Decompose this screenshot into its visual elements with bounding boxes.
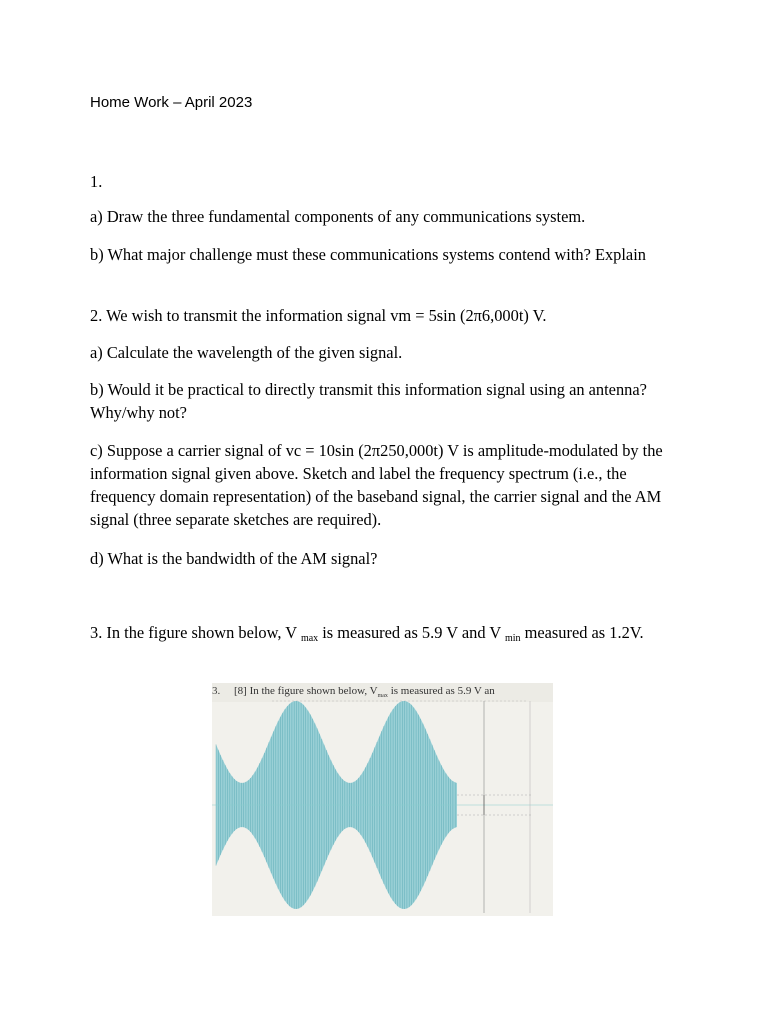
figure-caption-rest: is measured as 5.9 V an <box>387 685 495 697</box>
figure-caption-mark: [8] In the figure shown below, V <box>234 685 378 697</box>
question-2-intro: 2. We wish to transmit the information signal vm = 5sin (2π6,000t) V. <box>90 306 547 325</box>
question-2b: b) Would it be practical to directly transmit this information signal using an antenna? Why/why not? <box>90 380 647 422</box>
am-waveform-svg <box>212 683 553 916</box>
question-2c: c) Suppose a carrier signal of vc = 10sin (2π250,000t) V is amplitude-modulated by the information signal given above. Sketch and label the frequency spectrum (i.e., the frequency domain representation) of the baseband signal, the carrier signal and the AM signal (three separate sketches are required). <box>90 441 663 529</box>
question-3-text-3: measured as 1.2V. <box>520 623 644 642</box>
question-1b: b) What major challenge must these communications systems contend with? Explain <box>90 245 646 264</box>
question-3-text-1: 3. In the figure shown below, V <box>90 623 301 642</box>
question-3-text-2: is measured as 5.9 V and V <box>318 623 505 642</box>
am-waveform-figure <box>212 683 553 916</box>
figure-caption-number: 3. <box>212 685 221 697</box>
question-2d: d) What is the bandwidth of the AM signal? <box>90 549 378 568</box>
figure-caption-text <box>234 685 495 699</box>
question-3 <box>90 621 690 650</box>
question-1a: a) Draw the three fundamental components of any communications system. <box>90 207 586 226</box>
vmax-subscript: max <box>300 633 319 644</box>
figure-caption-sub: max <box>377 693 388 699</box>
document-title: Home Work – April 2023 <box>90 94 253 111</box>
question-1-number: 1. <box>90 172 103 191</box>
vmin-subscript: min <box>504 633 521 644</box>
question-2a: a) Calculate the wavelength of the given signal. <box>90 343 403 362</box>
